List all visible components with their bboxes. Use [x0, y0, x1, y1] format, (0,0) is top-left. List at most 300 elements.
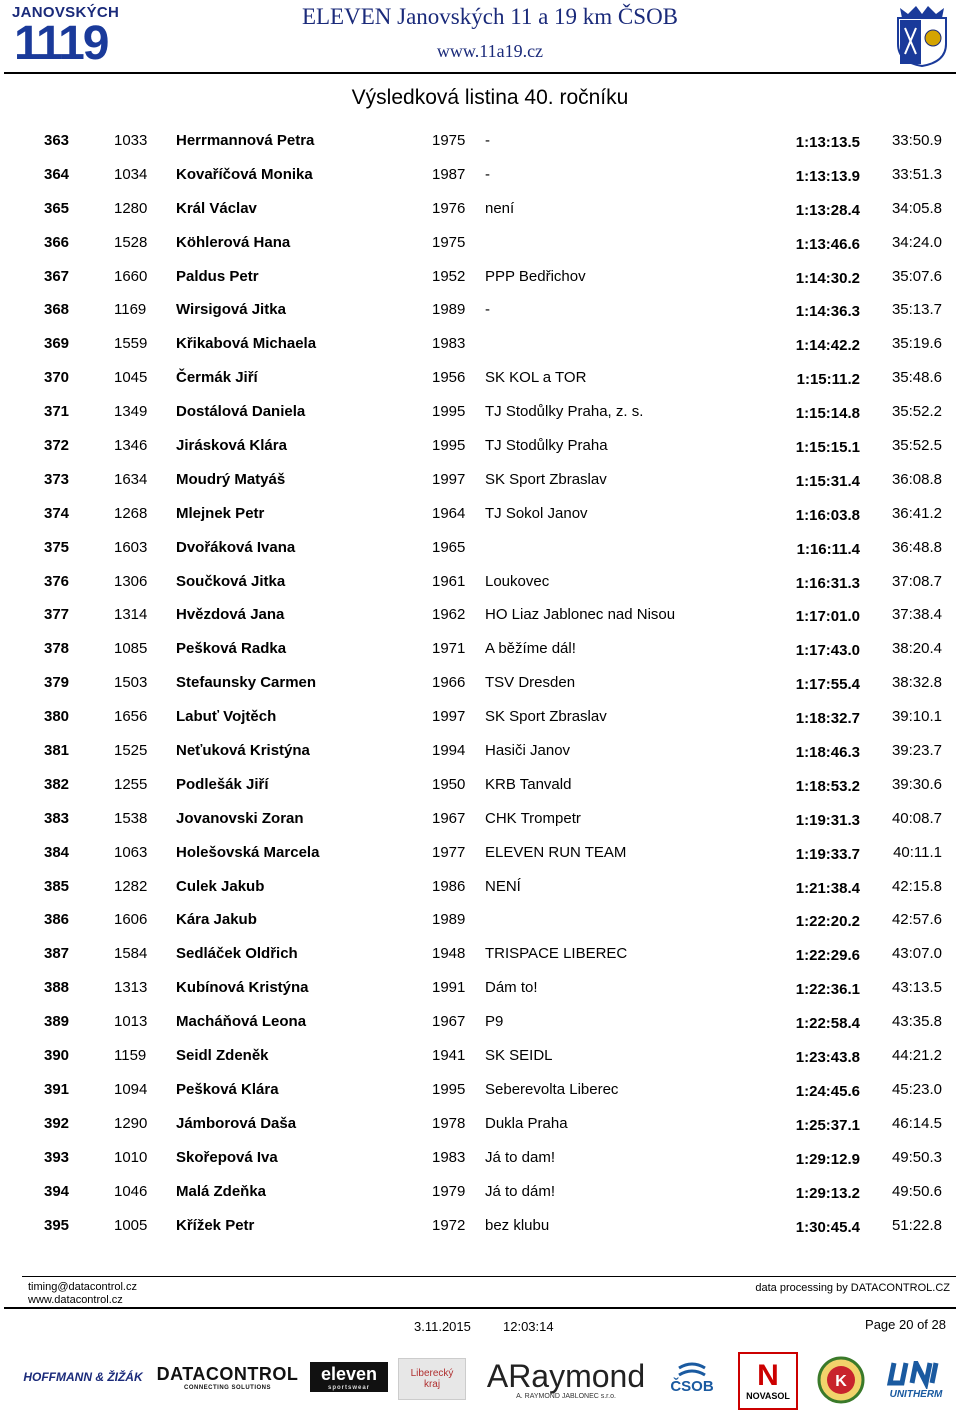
result-name: Jirásková Klára — [176, 437, 287, 455]
result-diff: 35:52.2 — [891, 403, 942, 421]
result-name: Holešovská Marcela — [176, 843, 320, 861]
result-rank: 378 — [44, 640, 70, 658]
result-diff: 43:07.0 — [891, 945, 942, 963]
result-row — [0, 428, 960, 462]
result-bib: 1584 — [114, 945, 148, 963]
result-diff: 42:57.6 — [891, 911, 942, 929]
result-rank: 384 — [44, 843, 70, 861]
footer-contact — [28, 1281, 137, 1307]
result-diff: 39:10.1 — [891, 708, 942, 726]
result-time: 1:18:32.7 — [795, 710, 860, 728]
result-year: 1989 — [432, 301, 466, 319]
result-club: SK Sport Zbraslav — [485, 708, 607, 726]
result-name: Sedláček Oldřich — [176, 945, 298, 963]
sponsor-csob-logo — [666, 1358, 718, 1398]
result-bib: 1634 — [114, 470, 148, 488]
result-club: Já to dam! — [485, 1148, 556, 1166]
page-header — [0, 0, 960, 109]
result-diff: 38:32.8 — [891, 674, 942, 692]
result-bib: 1660 — [114, 267, 148, 285]
result-rank: 385 — [44, 877, 70, 895]
result-rank: 382 — [44, 775, 70, 793]
result-name: Podlešák Jiří — [176, 775, 269, 793]
result-bib: 1346 — [114, 437, 148, 455]
result-diff: 45:23.0 — [891, 1080, 942, 1098]
result-time: 1:13:28.4 — [795, 201, 860, 219]
result-bib: 1559 — [114, 335, 148, 353]
result-name: Křikabová Michaela — [176, 335, 317, 353]
result-time: 1:23:43.8 — [795, 1049, 860, 1067]
result-name: Stefaunsky Carmen — [176, 674, 317, 692]
result-club: - — [485, 132, 490, 149]
sponsor-araymond-tagline: A. RAYMOND JABLONEC s.r.o. — [516, 1392, 616, 1400]
result-club: TJ Sokol Janov — [485, 504, 588, 522]
result-bib: 1010 — [114, 1148, 148, 1166]
footer-credit: data processing by DATACONTROL.CZ — [755, 1282, 950, 1294]
result-bib: 1656 — [114, 708, 148, 726]
result-bib: 1503 — [114, 674, 148, 692]
sponsor-eleven-tagline: sportswear — [327, 1384, 370, 1391]
result-rank: 388 — [44, 979, 70, 997]
result-year: 1964 — [432, 504, 466, 522]
result-bib: 1606 — [114, 911, 148, 929]
result-time: 1:24:45.6 — [795, 1082, 860, 1100]
results-table — [0, 123, 960, 1241]
sponsor-liberecky-line1: Liberecký — [410, 1368, 454, 1379]
result-rank: 386 — [44, 911, 70, 929]
result-rank: 377 — [44, 606, 70, 624]
result-rank: 391 — [44, 1080, 70, 1098]
result-time: 1:14:42.2 — [795, 337, 860, 355]
result-name: Paldus Petr — [176, 267, 259, 285]
result-name: Kára Jakub — [176, 911, 257, 929]
result-club: TJ Stodůlky Praha, z. s. — [485, 403, 644, 421]
result-name: Skořepová Iva — [176, 1148, 278, 1166]
result-year: 1948 — [432, 945, 466, 963]
result-bib: 1538 — [114, 809, 148, 827]
result-name: Kovaříčová Monika — [176, 165, 313, 183]
result-time: 1:16:31.3 — [795, 574, 860, 592]
result-row — [0, 1072, 960, 1106]
result-time: 1:17:55.4 — [795, 676, 860, 694]
result-bib: 1268 — [114, 504, 148, 522]
result-year: 1997 — [432, 470, 466, 488]
result-club: Loukovec — [485, 572, 550, 590]
result-rank: 372 — [44, 437, 70, 455]
result-row — [0, 970, 960, 1004]
result-diff: 51:22.8 — [891, 1216, 942, 1234]
result-diff: 39:30.6 — [891, 775, 942, 793]
result-year: 1961 — [432, 572, 466, 590]
result-year: 1986 — [432, 877, 466, 895]
result-club: PPP Bedřichov — [485, 267, 586, 285]
result-diff: 49:50.6 — [891, 1182, 942, 1200]
sponsor-araymond-name: ARaymond — [486, 1357, 646, 1394]
result-club: bez klubu — [485, 1216, 550, 1234]
result-row — [0, 462, 960, 496]
result-time: 1:16:03.8 — [795, 506, 860, 524]
result-year: 1966 — [432, 674, 466, 692]
result-time: 1:13:13.9 — [795, 167, 860, 185]
result-rank: 368 — [44, 301, 70, 319]
result-rank: 390 — [44, 1047, 70, 1065]
sponsor-datacontrol-logo — [155, 1360, 300, 1394]
result-rank: 392 — [44, 1114, 70, 1132]
result-diff: 44:21.2 — [891, 1047, 942, 1065]
result-bib: 1033 — [114, 132, 148, 149]
result-club: HO Liaz Jablonec nad Nisou — [485, 606, 676, 624]
event-logo-19: 19 — [58, 17, 108, 70]
sponsor-datacontrol-name: DATACONTROL — [156, 1363, 299, 1384]
result-row — [0, 292, 960, 326]
result-rank: 389 — [44, 1013, 70, 1031]
result-bib: 1034 — [114, 165, 148, 183]
result-bib: 1280 — [114, 199, 148, 217]
result-rank: 387 — [44, 945, 70, 963]
result-year: 1975 — [432, 233, 466, 251]
result-club: - — [485, 165, 490, 183]
sponsor-eleven-logo — [310, 1362, 388, 1392]
result-rank: 365 — [44, 199, 70, 217]
result-bib: 1045 — [114, 369, 148, 387]
result-bib: 1528 — [114, 233, 148, 251]
result-name: Jámborová Daša — [176, 1114, 297, 1132]
result-time: 1:22:20.2 — [795, 913, 860, 931]
footer-website[interactable]: www.datacontrol.cz — [28, 1294, 123, 1306]
print-date: 3.11.2015 — [414, 1319, 471, 1334]
result-club: není — [485, 199, 515, 217]
result-row — [0, 157, 960, 191]
result-diff: 35:19.6 — [891, 335, 942, 353]
result-rank: 370 — [44, 369, 70, 387]
print-time: 12:03:14 — [503, 1319, 554, 1334]
result-diff: 36:48.8 — [891, 538, 942, 556]
result-row — [0, 801, 960, 835]
result-rank: 379 — [44, 674, 70, 692]
result-diff: 46:14.5 — [891, 1114, 942, 1132]
result-diff: 35:52.5 — [891, 437, 942, 455]
result-year: 1987 — [432, 165, 466, 183]
result-rank: 364 — [44, 165, 70, 183]
result-club: TRISPACE LIBEREC — [485, 945, 628, 963]
result-time: 1:15:31.4 — [795, 472, 860, 490]
result-row — [0, 733, 960, 767]
result-row — [0, 123, 960, 157]
result-row — [0, 665, 960, 699]
result-bib: 1349 — [114, 403, 148, 421]
result-row — [0, 496, 960, 530]
result-row — [0, 326, 960, 360]
result-bib: 1169 — [114, 301, 147, 319]
result-bib: 1094 — [114, 1080, 148, 1098]
result-name: Moudrý Matyáš — [176, 470, 286, 488]
result-year: 1941 — [432, 1047, 466, 1065]
result-year: 1989 — [432, 911, 466, 929]
result-club: Já to dám! — [485, 1182, 556, 1200]
result-name: Macháňová Leona — [176, 1013, 307, 1031]
page-number: Page 20 of 28 — [865, 1317, 946, 1332]
result-bib: 1063 — [114, 843, 148, 861]
result-name: Hvězdová Jana — [176, 606, 285, 624]
result-name: Neťuková Kristýna — [176, 742, 310, 760]
result-name: Kubínová Kristýna — [176, 979, 309, 997]
sponsor-araymond-logo — [474, 1356, 658, 1402]
csob-wave-icon — [677, 1362, 707, 1378]
result-diff: 33:50.9 — [891, 132, 942, 149]
result-bib: 1306 — [114, 572, 148, 590]
result-year: 1997 — [432, 708, 466, 726]
result-rank: 371 — [44, 403, 70, 421]
result-row — [0, 631, 960, 665]
sponsor-novasol-mark: N — [757, 1359, 779, 1392]
result-name: Mlejnek Petr — [176, 504, 265, 522]
result-bib: 1313 — [114, 979, 148, 997]
unitherm-mark-icon — [886, 1361, 946, 1389]
result-club: Seberevolta Liberec — [485, 1080, 619, 1098]
result-rank: 393 — [44, 1148, 70, 1166]
result-club: SK KOL a TOR — [485, 369, 587, 387]
result-time: 1:19:33.7 — [795, 845, 860, 863]
result-rank: 376 — [44, 572, 70, 590]
result-name: Labuť Vojtěch — [176, 708, 277, 726]
result-year: 1972 — [432, 1216, 466, 1234]
result-club: Dám to! — [485, 979, 538, 997]
result-row — [0, 835, 960, 869]
result-rank: 366 — [44, 233, 70, 251]
result-year: 1979 — [432, 1182, 466, 1200]
result-diff: 35:48.6 — [891, 369, 942, 387]
result-row — [0, 191, 960, 225]
result-diff: 34:05.8 — [891, 199, 942, 217]
result-bib: 1314 — [114, 606, 148, 624]
result-row — [0, 936, 960, 970]
result-time: 1:15:14.8 — [795, 405, 860, 423]
result-bib: 1255 — [114, 775, 148, 793]
result-time: 1:29:12.9 — [795, 1150, 860, 1168]
result-row — [0, 869, 960, 903]
result-time: 1:14:36.3 — [795, 303, 860, 321]
result-time: 1:22:36.1 — [795, 981, 860, 999]
result-bib: 1282 — [114, 877, 148, 895]
result-diff: 39:23.7 — [891, 742, 942, 760]
footer-email[interactable]: timing@datacontrol.cz — [28, 1281, 137, 1293]
result-rank: 381 — [44, 742, 70, 760]
result-bib: 1525 — [114, 742, 148, 760]
result-year: 1965 — [432, 538, 466, 556]
result-year: 1995 — [432, 1080, 466, 1098]
result-diff: 35:13.7 — [891, 301, 942, 319]
result-year: 1967 — [432, 809, 466, 827]
result-year: 1983 — [432, 335, 466, 353]
result-time: 1:13:13.5 — [795, 134, 860, 151]
result-name: Herrmannová Petra — [176, 132, 315, 149]
result-diff: 36:08.8 — [891, 470, 942, 488]
result-rank: 375 — [44, 538, 70, 556]
result-bib: 1290 — [114, 1114, 148, 1132]
result-name: Köhlerová Hana — [176, 233, 291, 251]
header-divider — [4, 72, 956, 74]
result-row — [0, 1208, 960, 1242]
sponsor-datacontrol-tagline: CONNECTING SOLUTIONS — [183, 1384, 271, 1391]
result-row — [0, 1004, 960, 1038]
result-time: 1:22:29.6 — [795, 947, 860, 965]
result-club: NENÍ — [485, 877, 521, 895]
result-club: KRB Tanvald — [485, 775, 572, 793]
sponsor-liberecky-kraj-logo — [398, 1358, 466, 1400]
result-row — [0, 360, 960, 394]
result-row — [0, 1038, 960, 1072]
result-name: Jovanovski Zoran — [176, 809, 304, 827]
result-diff: 35:07.6 — [891, 267, 942, 285]
result-name: Malá Zdeňka — [176, 1182, 267, 1200]
result-row — [0, 564, 960, 598]
event-logo-11: 11 — [14, 17, 59, 70]
result-time: 1:14:30.2 — [795, 269, 860, 287]
sponsor-krkonose-emblem-icon — [814, 1354, 868, 1404]
result-time: 1:16:11.4 — [796, 540, 860, 558]
footer-divider-2 — [4, 1307, 956, 1309]
result-rank: 394 — [44, 1182, 70, 1200]
sponsor-csob-name: ČSOB — [670, 1377, 714, 1395]
result-club: SK Sport Zbraslav — [485, 470, 607, 488]
result-row — [0, 530, 960, 564]
result-year: 1994 — [432, 742, 466, 760]
result-rank: 395 — [44, 1216, 70, 1234]
result-year: 1978 — [432, 1114, 466, 1132]
result-row — [0, 259, 960, 293]
result-bib: 1046 — [114, 1182, 148, 1200]
result-time: 1:18:46.3 — [795, 744, 860, 762]
result-year: 1950 — [432, 775, 466, 793]
sponsor-hoffmann-zizak-logo: HOFFMANN & ŽIŽÁK — [23, 1370, 143, 1384]
sponsor-bar — [0, 1348, 960, 1408]
result-diff: 40:11.1 — [893, 843, 942, 861]
result-time: 1:17:43.0 — [795, 642, 860, 660]
result-year: 1976 — [432, 199, 466, 217]
result-diff: 37:38.4 — [891, 606, 942, 624]
result-row — [0, 597, 960, 631]
sponsor-novasol-name: NOVASOL — [746, 1391, 790, 1401]
result-club: - — [485, 301, 490, 319]
footer-divider — [22, 1276, 956, 1277]
result-time: 1:25:37.1 — [795, 1116, 860, 1134]
result-row — [0, 225, 960, 259]
result-row — [0, 394, 960, 428]
result-time: 1:17:01.0 — [795, 608, 860, 626]
result-year: 1952 — [432, 267, 466, 285]
result-time: 1:15:15.1 — [795, 439, 860, 457]
result-club: P9 — [485, 1013, 504, 1031]
result-club: TJ Stodůlky Praha — [485, 437, 608, 455]
sponsor-novasol-logo — [738, 1352, 798, 1410]
result-rank: 383 — [44, 809, 70, 827]
result-club: SK SEIDL — [485, 1047, 553, 1065]
result-club: TSV Dresden — [485, 674, 576, 692]
result-time: 1:22:58.4 — [795, 1015, 860, 1033]
event-url: www.11a19.cz — [436, 41, 544, 61]
result-club: CHK Trompetr — [485, 809, 581, 827]
result-row — [0, 1106, 960, 1140]
result-row — [0, 1140, 960, 1174]
result-row — [0, 767, 960, 801]
result-year: 1995 — [432, 437, 466, 455]
event-title: ELEVEN Janovských 11 a 19 km ČSOB — [301, 4, 679, 29]
result-year: 1995 — [432, 403, 466, 421]
result-diff: 49:50.3 — [891, 1148, 942, 1166]
result-row — [0, 699, 960, 733]
result-rank: 380 — [44, 708, 70, 726]
results-list-title: Výsledková listina 40. ročníku — [351, 86, 629, 109]
result-bib: 1603 — [114, 538, 148, 556]
result-rank: 373 — [44, 470, 70, 488]
result-time: 1:30:45.4 — [795, 1218, 860, 1236]
event-logo-text: JANOVSKÝCH — [12, 4, 120, 21]
result-diff: 38:20.4 — [891, 640, 942, 658]
result-diff: 37:08.7 — [891, 572, 942, 590]
result-name: Culek Jakub — [176, 877, 265, 895]
result-time: 1:19:31.3 — [795, 811, 860, 829]
result-time: 1:18:53.2 — [795, 777, 860, 795]
result-rank: 374 — [44, 504, 70, 522]
result-diff: 40:08.7 — [891, 809, 942, 827]
result-year: 1971 — [432, 640, 466, 658]
result-bib: 1013 — [114, 1013, 148, 1031]
result-time: 1:13:46.6 — [795, 235, 860, 253]
result-rank: 363 — [44, 132, 70, 149]
result-name: Dostálová Daniela — [176, 403, 306, 421]
result-name: Křížek Petr — [176, 1216, 255, 1234]
result-club: Dukla Praha — [485, 1114, 568, 1132]
result-rank: 367 — [44, 267, 70, 285]
result-time: 1:29:13.2 — [795, 1184, 860, 1202]
result-diff: 42:15.8 — [891, 877, 942, 895]
result-year: 1983 — [432, 1148, 466, 1166]
result-year: 1962 — [432, 606, 466, 624]
result-rank: 369 — [44, 335, 70, 353]
result-year: 1977 — [432, 843, 466, 861]
sponsor-liberecky-line2: kraj — [423, 1379, 441, 1390]
result-diff: 43:13.5 — [891, 979, 942, 997]
town-crest-icon — [894, 4, 950, 68]
sponsor-unitherm-logo — [880, 1358, 952, 1402]
result-name: Seidl Zdeněk — [176, 1047, 269, 1065]
result-year: 1975 — [432, 132, 466, 149]
sponsor-unitherm-name: UNITHERM — [889, 1388, 943, 1400]
sponsor-eleven-name: eleven — [320, 1363, 378, 1384]
result-name: Wirsigová Jitka — [176, 301, 286, 319]
sponsor-krkonose-mark: K — [835, 1373, 847, 1390]
result-bib: 1085 — [114, 640, 148, 658]
result-bib: 1005 — [114, 1216, 148, 1234]
result-time: 1:21:38.4 — [795, 879, 860, 897]
result-name: Dvořáková Ivana — [176, 538, 296, 556]
result-year: 1956 — [432, 369, 466, 387]
result-name: Součková Jitka — [176, 572, 286, 590]
result-year: 1967 — [432, 1013, 466, 1031]
result-diff: 34:24.0 — [891, 233, 942, 251]
result-row — [0, 1174, 960, 1208]
result-name: Pešková Klára — [176, 1080, 279, 1098]
result-time: 1:15:11.2 — [796, 371, 860, 389]
result-row — [0, 902, 960, 936]
result-year: 1991 — [432, 979, 466, 997]
result-club: A běžíme dál! — [485, 640, 576, 658]
result-club: Hasiči Janov — [485, 742, 571, 760]
result-diff: 43:35.8 — [891, 1013, 942, 1031]
result-bib: 1159 — [114, 1047, 147, 1065]
result-name: Pešková Radka — [176, 640, 287, 658]
result-name: Čermák Jiří — [176, 369, 258, 387]
